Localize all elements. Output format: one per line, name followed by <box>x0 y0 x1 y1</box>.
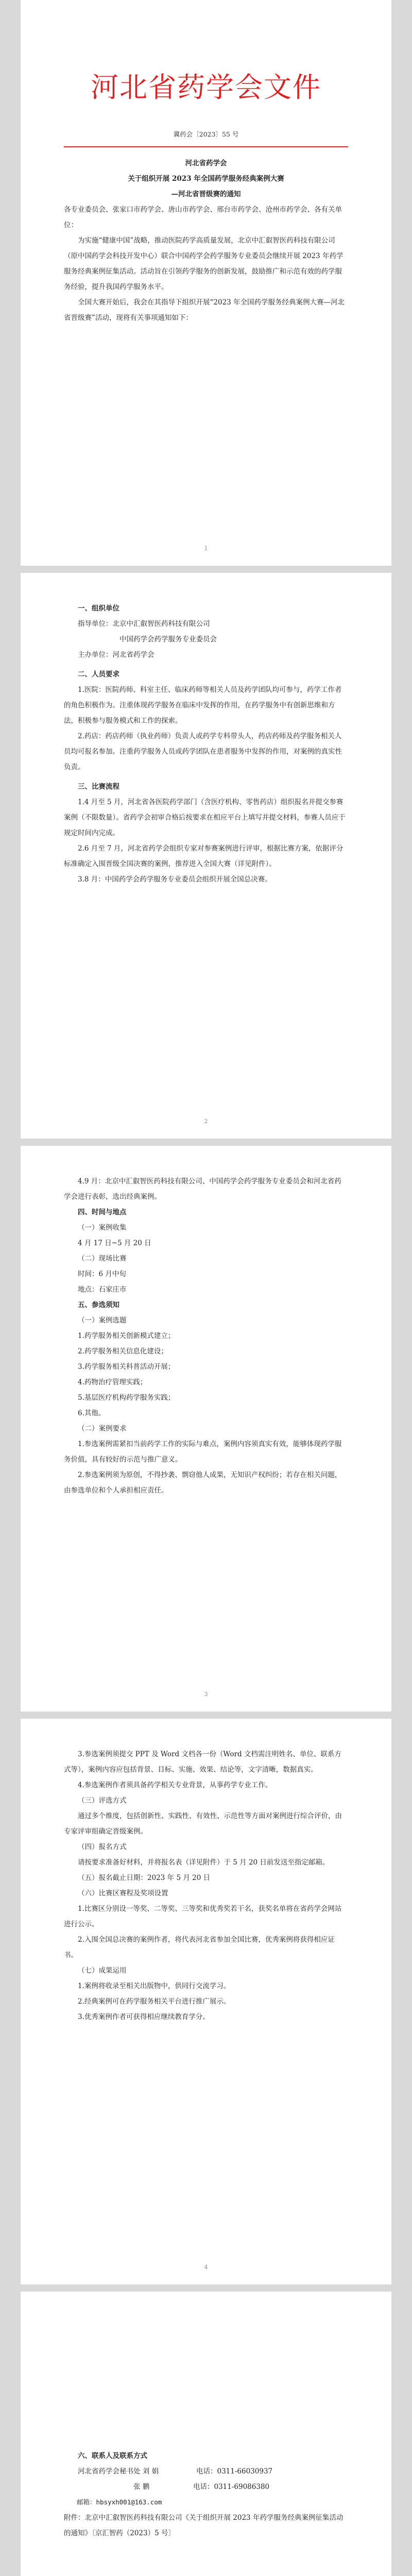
process-item-4: 4.9 月：北京中汇叡智医药科技有限公司、中国药学会药学服务专业委员会和河北省药学会进行表彰，选出经典案例。 <box>64 1177 341 1201</box>
requirement-item-1: 1.医院：医院药师、科室主任、临床药师等相关人员及药学团队均可参与，药学工作者的角色积极作为。注重体现药学服务在临床中发挥的作用，在药学服务中有创新思维和方法，积极参与服务模式和工作的探索。 <box>64 686 342 725</box>
topic-item: 3.药学服务相关科普活动开展； <box>78 1363 175 1371</box>
contact-1-phone: 电话：0311-66030937 <box>196 2467 273 2476</box>
case-requirement-4: 4.参选案例作者须具备药学相关专业背景，从事药学专业工作。 <box>78 1781 272 1789</box>
awards-text-1: 1.比赛区分别设一等奖、二等奖、三等奖和优秀奖若干名，获奖名单将在省药学会网站进行公示。 <box>64 1905 342 1928</box>
case-requirement-3: 3.参选案例须提交 PPT 及 Word 文档各一份（Word 文档需注明姓名、单位、联系方式等），案例内容应包括背景、目标、实施、效果、结论等，文字清晰，数据真实。 <box>64 1750 341 1774</box>
document-header-title: 河北省药学会文件 <box>91 71 321 104</box>
outcome-heading: （七）成果运用 <box>78 1967 127 1975</box>
notice-title-line2: —河北省晋级赛的通知 <box>171 190 241 198</box>
page-number: 4 <box>204 2264 208 2270</box>
contact-1-name: 河北省药学会秘书处 刘 娟 <box>78 2467 159 2476</box>
process-item-3: 3.8 月：中国药学会药学服务专业委员会组织开展全国总决赛。 <box>78 875 272 884</box>
host-unit: 主办单位：河北省药学会 <box>78 651 154 659</box>
document-number: 冀药会〔2023〕55 号 <box>173 130 239 138</box>
requirement-item-2: 2.药店：药店药师（执业药师）负责人或药学专科带头人，药店药师及药学服务相关人员均可报名参加。注重药学服务人员或药学团队在患者服务中发挥的作用，对案例的真实性负责。 <box>64 732 342 771</box>
contact-row-1 <box>64 2464 348 2479</box>
header-divider <box>64 146 348 147</box>
section3-heading: 三、比赛流程 <box>78 783 119 791</box>
section2-heading: 二、人员要求 <box>78 670 119 679</box>
section1-heading: 一、组织单位 <box>78 604 119 613</box>
addressees: 各专业委员会、张家口市药学会、唐山市药学会、邢台市药学会、沧州市药学会、各有关单位： <box>64 206 342 229</box>
attachment-note: 附件：北京中汇叡智医药科技有限公司《关于组织开展 2023 年药学服务经典案例征集活动的通知》〔京汇智药（2023）5 号〕 <box>64 2514 344 2537</box>
topic-item: 5.基层医疗机构药学服务实践； <box>78 1394 175 1402</box>
case-collection-time: 4 月 17 日~5 月 20 日 <box>78 1239 151 1247</box>
awards-heading: （六）比赛区赛程及奖项设置 <box>78 1889 168 1897</box>
registration-heading: （四）报名方式 <box>78 1843 127 1851</box>
guide-unit-2: 中国药学会药学服务专业委员会 <box>119 635 217 643</box>
process-item-1: 1.4 月至 5 月，河北省各医院药学部门（含医疗机构、零售药店）组织报名并提交参赛案例（不限数量）。省药学会初审合格后按要求在相应平台上填写并提交材料，参赛人员应于规定时间内完成。 <box>64 798 346 837</box>
page-number: 3 <box>204 1691 208 1698</box>
case-requirement-1: 1.参选案例需紧扣当前药学工作的实际与难点，案例内容须真实有效，能够体现药学服务价值，具有较好的示范与推广意义。 <box>64 1440 342 1464</box>
page-3 <box>21 1146 391 1711</box>
case-requirement-2: 2.参选案例须为原创，不得抄袭、剽窃他人成果，无知识产权纠纷；若存在相关问题，由参选单位和个人承担相应责任。 <box>64 1471 342 1495</box>
guide-unit: 指导单位：北京中汇叡智医药科技有限公司 <box>78 620 210 628</box>
live-contest-place: 地点：石家庄市 <box>78 1285 127 1294</box>
registration-text: 请按要求准备好材料，并将报名表（详见附件）于 5 月 20 日前发送至指定邮箱。 <box>78 1858 330 1867</box>
registration-deadline: （五）报名截止日期：2023 年 5 月 20 日 <box>78 1874 211 1882</box>
contact-email[interactable]: 邮箱：hbsyxh001@163.com <box>77 2498 162 2506</box>
live-contest-time: 时间：6 月中旬 <box>78 1270 126 1278</box>
page-number: 1 <box>204 545 208 552</box>
contact-2-name: 张 鹏 <box>133 2483 150 2491</box>
intro-paragraph-1: 为实施“健康中国”战略，推动医院药学高质量发展，北京中汇叡智医药科技有限公司（原中国药学会科技开发中心）联合中国药学会药学服务专业委员会继续开展 2023 年药学服务经典案例征集活动。活动旨在引领药学服务的创新发展，鼓励推广和示范有效的药学服务经验，提升我国药学服务水平。 <box>64 236 344 291</box>
page-5 <box>21 2292 391 2576</box>
page-4 <box>21 1719 391 2284</box>
section5-heading: 五、参选须知 <box>78 1301 119 1309</box>
live-contest-heading: （二）现场比赛 <box>78 1255 127 1263</box>
evaluation-heading: （三）评选方式 <box>78 1797 127 1805</box>
notice-title-line1: 关于组织开展 2023 年全国药学服务经典案例大赛 <box>128 175 284 183</box>
page-number: 2 <box>204 1118 208 1125</box>
outcome-text-3: 3.优秀案例作者可获得相应继续教育学分。 <box>78 2013 210 2021</box>
topic-item: 6.其他。 <box>78 1409 106 1417</box>
outcome-text-2: 2.经典案例可在药学服务相关平台进行推广展示。 <box>78 1997 231 2006</box>
evaluation-text: 通过多个维度，包括创新性、实践性、有效性、示范性等方面对案例进行综合评价，由专家评审组确定晋级案例。 <box>64 1812 342 1836</box>
notice-issuer: 河北省药学会 <box>185 159 227 167</box>
contact-row-2 <box>64 2479 348 2495</box>
section4-heading: 四、时间与地点 <box>78 1208 127 1216</box>
awards-text-2: 2.入围全国总决赛的案例作者，将代表河北省参加全国比赛，优秀案例将获得相应证书。 <box>64 1936 335 1959</box>
page-2 <box>21 573 391 1139</box>
contact-2-phone: 电话：0311-69086380 <box>193 2483 270 2491</box>
intro-paragraph-2: 全国大赛开始后，我会在其指导下组织开展“2023 年全国药学服务经典案例大赛—河北省晋级赛”活动，现将有关事项通知如下： <box>64 298 345 322</box>
case-collection-heading: （一）案例收集 <box>78 1224 127 1232</box>
section6-heading: 六、联系人及联系方式 <box>78 2452 147 2460</box>
case-requirement-heading: （二）案例要求 <box>78 1425 127 1433</box>
topic-item: 4.药物治疗管理实践； <box>78 1378 147 1386</box>
topic-item: 2.药学服务相关信息化建设； <box>78 1347 168 1355</box>
outcome-text-1: 1.案例将收录至相关出版物中，供同行交流学习。 <box>78 1982 231 1990</box>
page-1 <box>21 0 391 566</box>
topic-heading: （一）案例选题 <box>78 1316 127 1325</box>
process-item-2: 2.6 月至 7 月，河北省药学会组织专家对参赛案例进行评审，根据比赛方案，依据评分标准确定入围晋级全国决赛的案例，推荐进入全国大赛（详见附件）。 <box>64 844 344 868</box>
topic-item: 1.药学服务相关创新模式建立； <box>78 1332 175 1340</box>
